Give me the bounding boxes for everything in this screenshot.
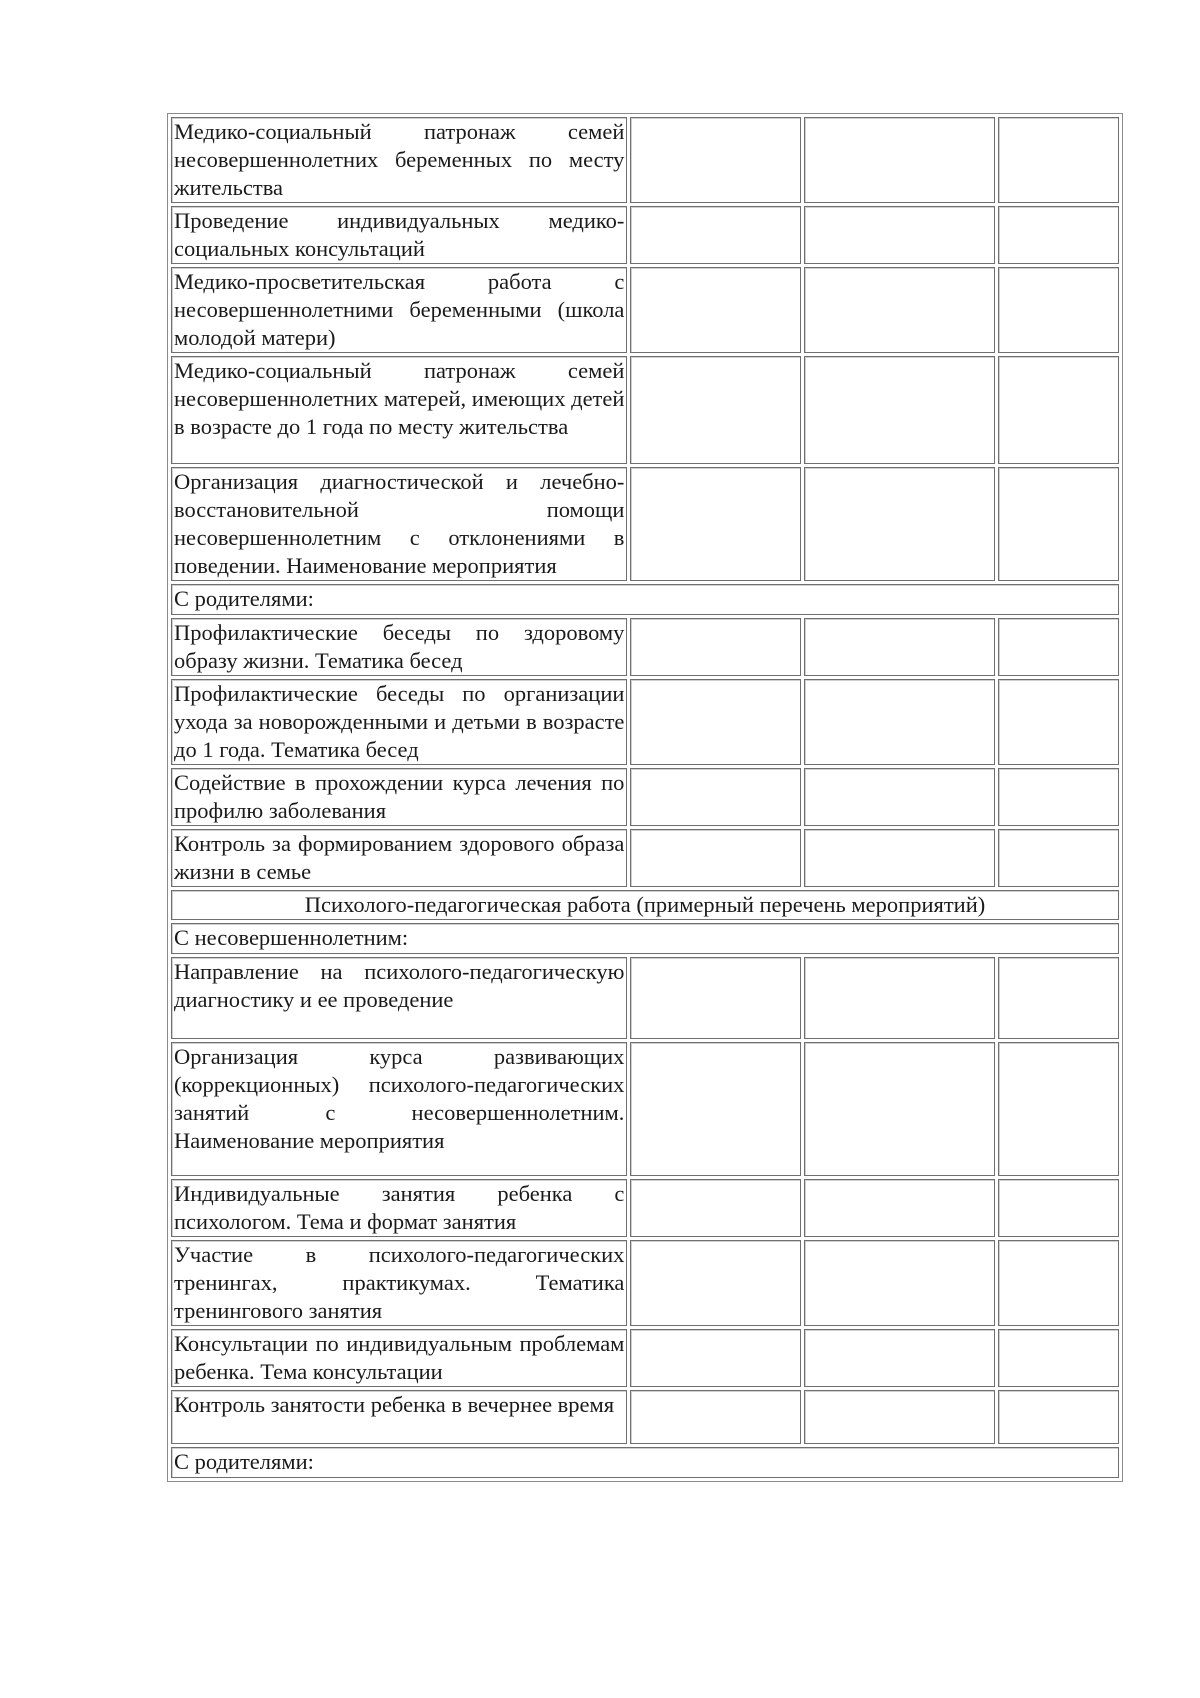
measure-date-cell [630,467,801,581]
measures-table [167,113,1123,1482]
measure-row [171,1042,1119,1176]
section-row [171,890,1119,920]
measure-responsible-cell [804,618,995,676]
measure-row [171,768,1119,826]
measure-mark-cell [998,267,1119,353]
measure-row [171,467,1119,581]
measure-name-cell: Индивидуальные занятия ребенка с психологом. Тема и формат занятия [171,1179,627,1237]
measure-mark-cell [998,467,1119,581]
measure-name-cell: Проведение индивидуальных медико-социальных консультаций [171,206,627,264]
section-heading [171,890,1119,920]
measure-mark-cell [998,829,1119,887]
measure-date-cell [630,267,801,353]
measure-row [171,1329,1119,1387]
measure-responsible-cell [804,356,995,464]
measure-name-cell: Профилактические беседы по организации ухода за новорожденными и детьми в возрасте до 1 года. Тематика бесед [171,679,627,765]
measure-responsible-cell [804,1042,995,1176]
measure-responsible-cell [804,829,995,887]
measure-date-cell [630,679,801,765]
measure-mark-cell [998,618,1119,676]
measure-date-cell [630,1329,801,1387]
measure-name-cell: Медико-социальный патронаж семей несовершеннолетних матерей, имеющих детей в возрасте до 1 года по месту жительства [171,356,627,464]
measure-name-cell: Участие в психолого-педагогических тренингах, практикумах. Тематика тренингового занятия [171,1240,627,1326]
measure-date-cell [630,356,801,464]
measure-name-cell: Консультации по индивидуальным проблемам ребенка. Тема консультации [171,1329,627,1387]
measure-responsible-cell [804,117,995,203]
group-heading: С родителями: [171,1447,1119,1478]
measure-mark-cell [998,1042,1119,1176]
measure-row [171,117,1119,203]
measure-date-cell [630,768,801,826]
measure-mark-cell [998,1240,1119,1326]
measure-responsible-cell [804,957,995,1039]
measure-mark-cell [998,356,1119,464]
measure-mark-cell [998,1179,1119,1237]
group-row [171,923,1119,954]
measure-date-cell [630,1240,801,1326]
measure-responsible-cell [804,1329,995,1387]
section-title: Психолого-педагогическая работа [304,892,631,917]
measure-row [171,1390,1119,1444]
measure-mark-cell [998,1390,1119,1444]
measure-mark-cell [998,768,1119,826]
measure-date-cell [630,117,801,203]
measure-responsible-cell [804,467,995,581]
measure-row [171,356,1119,464]
measure-responsible-cell [804,206,995,264]
group-row [171,1447,1119,1478]
group-heading: С несовершеннолетним: [171,923,1119,954]
measure-date-cell [630,1390,801,1444]
measure-date-cell [630,206,801,264]
measure-name-cell: Профилактические беседы по здоровому образу жизни. Тематика бесед [171,618,627,676]
measure-name-cell: Медико-социальный патронаж семей несовершеннолетних беременных по месту жительства [171,117,627,203]
group-heading: С родителями: [171,584,1119,615]
measure-responsible-cell [804,768,995,826]
measure-responsible-cell [804,1179,995,1237]
measure-name-cell: Содействие в прохождении курса лечения по профилю заболевания [171,768,627,826]
measure-row [171,206,1119,264]
measure-name-cell: Медико-просветительская работа с несовершеннолетними беременными (школа молодой матери) [171,267,627,353]
measure-responsible-cell [804,1240,995,1326]
measure-mark-cell [998,1329,1119,1387]
measure-row [171,829,1119,887]
measure-responsible-cell [804,679,995,765]
measure-date-cell [630,829,801,887]
measure-name-cell: Контроль за формированием здорового образа жизни в семье [171,829,627,887]
measure-mark-cell [998,957,1119,1039]
measure-date-cell [630,957,801,1039]
measure-responsible-cell [804,1390,995,1444]
measure-name-cell: Контроль занятости ребенка в вечернее время [171,1390,627,1444]
measure-mark-cell [998,206,1119,264]
section-note: (примерный перечень мероприятий) [636,892,986,917]
measure-name-cell: Организация диагностической и лечебно-восстановительной помощи несовершеннолетним с отклонениями в поведении. Наименование мероприятия [171,467,627,581]
measure-row [171,1240,1119,1326]
measure-row [171,957,1119,1039]
measures-table-body [171,117,1119,1478]
measure-name-cell: Организация курса развивающих (коррекционных) психолого-педагогических занятий с несовершеннолетним. Наименование мероприятия [171,1042,627,1176]
measure-mark-cell [998,679,1119,765]
measure-responsible-cell [804,267,995,353]
measure-name-cell: Направление на психолого-педагогическую диагностику и ее проведение [171,957,627,1039]
group-row [171,584,1119,615]
measure-date-cell [630,1179,801,1237]
measure-row [171,679,1119,765]
measure-date-cell [630,1042,801,1176]
document-page [167,113,1123,1482]
measure-row [171,267,1119,353]
measure-row [171,1179,1119,1237]
measure-row [171,618,1119,676]
measure-mark-cell [998,117,1119,203]
measure-date-cell [630,618,801,676]
